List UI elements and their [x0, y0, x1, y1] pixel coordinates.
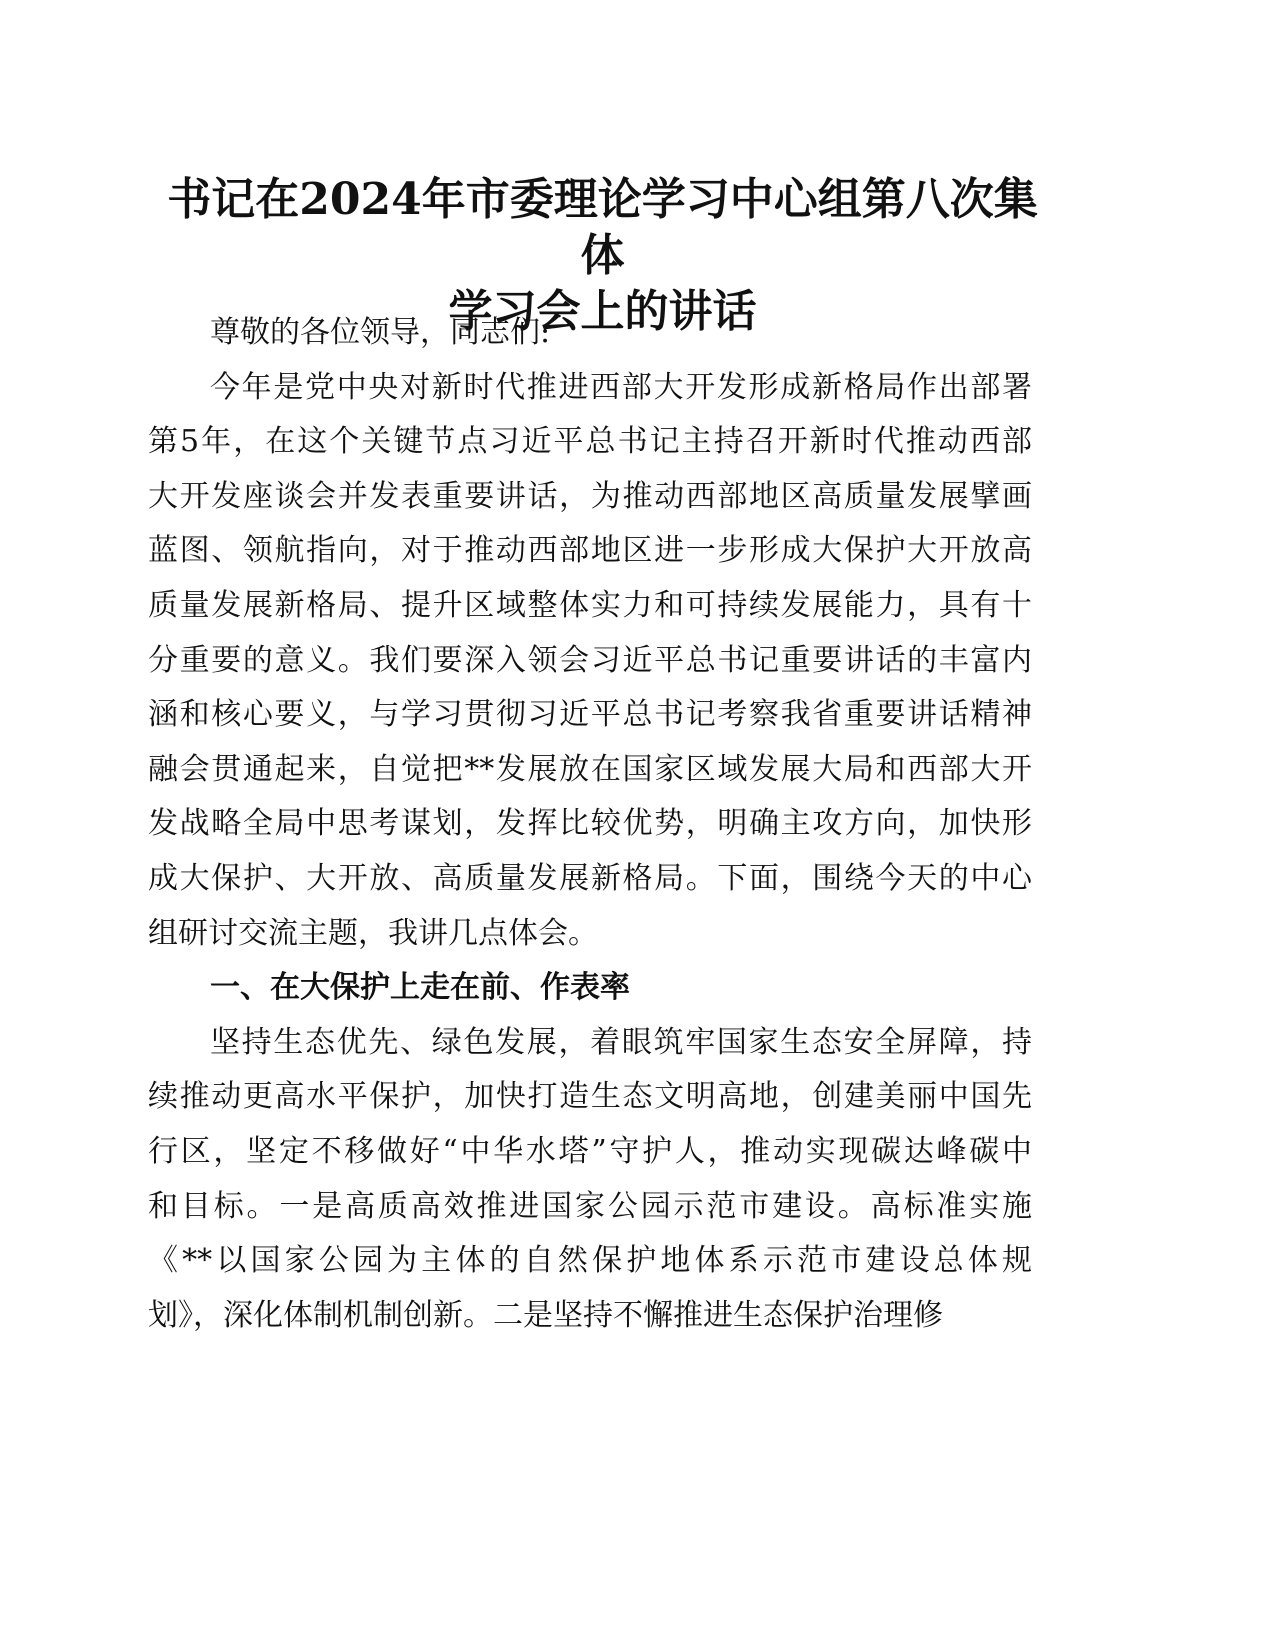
text-line: 质量发展新格局、提升区域整体实力和可持续发展能力，具有十	[148, 587, 1032, 623]
document-body	[148, 306, 1032, 1343]
text-line: 第5年，在这个关键节点习近平总书记主持召开新时代推动西部	[148, 424, 1032, 460]
text-line: 蓝图、领航指向，对于推动西部地区进一步形成大保护大开放高	[148, 533, 1032, 569]
text-line: 今年是党中央对新时代推进西部大开发形成新格局作出部署	[210, 369, 1032, 405]
text-line: 《**以国家公园为主体的自然保护地体系示范市建设总体规	[148, 1243, 1032, 1279]
text-line: 分重要的意义。我们要深入领会习近平总书记重要讲话的丰富内	[148, 642, 1032, 678]
text-line: 续推动更高水平保护，加快打造生态文明高地，创建美丽中国先	[148, 1079, 1032, 1115]
text-line: 划》，深化体制机制创新。二是坚持不懈推进生态保护治理修	[148, 1297, 943, 1333]
text-line: 和目标。一是高质高效推进国家公园示范市建设。高标准实施	[148, 1188, 1032, 1224]
text-line: 涵和核心要义，与学习贯彻习近平总书记考察我省重要讲话精神	[148, 697, 1032, 733]
section-heading-1: 一、在大保护上走在前、作表率	[210, 970, 630, 1006]
text-line: 发战略全局中思考谋划，发挥比较优势，明确主攻方向，加快形	[148, 806, 1032, 842]
text-line: 大开发座谈会并发表重要讲话，为推动西部地区高质量发展擘画	[148, 478, 1032, 514]
title-line-2: 学习会上的讲话	[448, 286, 757, 337]
text-line: 组研讨交流主题，我讲几点体会。	[148, 915, 598, 951]
text-line: 成大保护、大开放、高质量发展新格局。下面，围绕今天的中心	[148, 860, 1032, 896]
paragraph-1	[148, 361, 1032, 962]
paragraph-2	[148, 1016, 1032, 1344]
text-line: 行区，坚定不移做好“中华水塔”守护人，推动实现碳达峰碳中	[148, 1133, 1032, 1169]
greeting: 尊敬的各位领导，同志们:	[210, 315, 551, 350]
text-line: 融会贯通起来，自觉把**发展放在国家区域发展大局和西部大开	[148, 751, 1032, 787]
title-line-1: 书记在2024年市委理论学习中心组第八次集体	[167, 174, 1038, 281]
text-line: 坚持生态优先、绿色发展，着眼筑牢国家生态安全屏障，持	[210, 1024, 1032, 1060]
